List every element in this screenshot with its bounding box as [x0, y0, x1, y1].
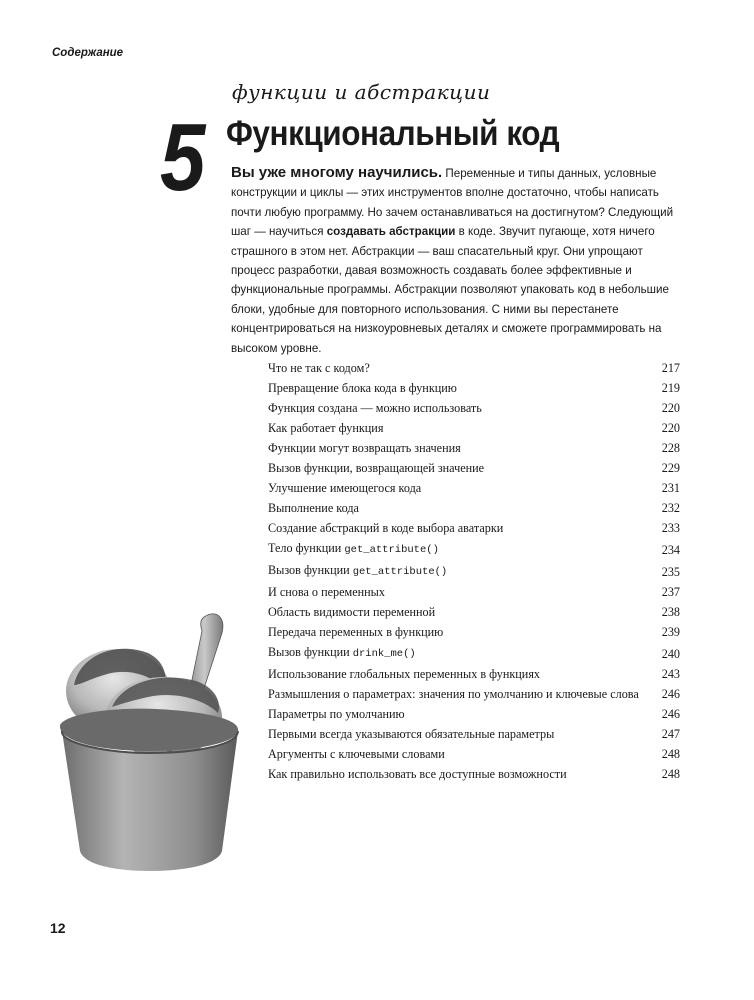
toc-entry	[268, 441, 680, 455]
toc-entry-text: Создание абстракций в коде выбора аватарки	[268, 521, 504, 535]
toc-entry	[268, 361, 680, 375]
toc-entry	[268, 687, 680, 701]
toc-entry-title	[268, 421, 650, 435]
toc-entry-title	[268, 461, 650, 475]
toc-entry-text: Первыми всегда указываются обязательные параметры	[268, 727, 555, 741]
toc-entry-title	[268, 585, 650, 599]
toc-entry-text: Использование глобальных переменных в функциях	[268, 667, 541, 681]
toc-entry-text: Вызов функции	[268, 645, 353, 659]
toc-entry	[268, 585, 680, 599]
toc-entry-page: 231	[661, 481, 680, 495]
toc-entry-page: 232	[661, 501, 680, 515]
chapter-intro	[231, 163, 683, 358]
toc-entry-page: 220	[661, 401, 680, 415]
toc-entry-page: 243	[661, 667, 680, 681]
toc-entry	[268, 605, 680, 619]
toc-entry-title	[268, 481, 650, 495]
toc-entry-page: 247	[661, 727, 680, 741]
toc-entry-page: 233	[661, 521, 680, 535]
toc-entry	[268, 461, 680, 475]
toc-entry-text: Параметры по умолчанию	[268, 707, 405, 721]
toc-entry-text: И снова о переменных	[268, 585, 385, 599]
toc-entry	[268, 381, 680, 395]
toc-entry-parens: ()	[426, 544, 439, 556]
toc-entry-text: Функции могут возвращать значения	[268, 441, 461, 455]
toc-entry	[268, 645, 680, 661]
toc-entry-title	[268, 667, 650, 681]
toc-entry-text: Аргументы с ключевыми словами	[268, 747, 445, 761]
toc-entry-page: 228	[661, 441, 680, 455]
toc-entry	[268, 767, 680, 781]
toc-entry-page: 217	[661, 361, 680, 375]
toc-entry-page: 239	[661, 625, 680, 639]
ice-cream-cup-illustration	[56, 605, 246, 875]
toc-entry-text: Улучшение имеющегося кода	[268, 481, 422, 495]
toc-entry-parens: ()	[403, 648, 416, 660]
intro-text-1: Переменные и типы данных, условные конструкции и циклы — этих инструментов вполне достаточно, чтобы написать почти любую программу. Но зачем останавливаться на достигнутом? Следующий шаг — научиться	[231, 167, 674, 239]
toc-entry-text: Передача переменных в функцию	[268, 625, 444, 639]
intro-bold: создавать абстракции	[326, 225, 456, 239]
toc-entry-text: Функция создана — можно использовать	[268, 401, 482, 415]
toc-entry	[268, 727, 680, 741]
running-header: Содержание	[52, 47, 124, 59]
toc-entry-text: Область видимости переменной	[268, 605, 436, 619]
toc-entry-code: get_attribute	[344, 544, 427, 556]
toc-entry-parens: ()	[434, 566, 448, 578]
toc-entry-text: Что не так с кодом?	[268, 361, 370, 375]
toc-entry-text: Вызов функции, возвращающей значение	[268, 461, 485, 475]
toc-entry-title	[268, 747, 650, 761]
toc-entry	[268, 481, 680, 495]
toc-entry-text: Размышления о параметрах: значения по умолчанию и ключевые слова	[268, 687, 639, 701]
toc-entry-page: 229	[661, 461, 680, 475]
toc-entry	[268, 521, 680, 535]
intro-text-2: в коде. Звучит пугающе, хотя ничего страшного в этом нет. Абстракции — ваш спасательный круг. Они упрощают процесс разработки, давая возможность создавать более эффективные и функциональные программы. Абстракции позволяют упаковать код в небольшие блоки, удобные для повторного использования. С ними вы перестанете концентрироваться на низкоуровневых деталях и сможете программировать на высоком уровне.	[231, 225, 669, 355]
toc-entry-title	[268, 605, 650, 619]
toc-entry-title	[268, 381, 650, 395]
toc-entry	[268, 501, 680, 515]
toc-entry-page: 248	[661, 747, 680, 761]
toc-entry	[268, 747, 680, 761]
toc-entry-text: Вызов функции	[268, 563, 353, 577]
toc-entry-page: 219	[661, 381, 680, 395]
toc-entry-page: 237	[661, 585, 680, 599]
toc-entry-page: 220	[661, 421, 680, 435]
toc-entry-title	[268, 361, 650, 375]
toc-entry-title	[268, 541, 650, 557]
toc-entry-text: Как работает функция	[268, 421, 384, 435]
table-of-contents	[268, 361, 680, 787]
toc-entry-page: 238	[661, 605, 680, 619]
toc-entry	[268, 401, 680, 415]
toc-entry-page: 240	[661, 647, 680, 661]
toc-entry-code: drink_me	[352, 648, 404, 660]
toc-entry-text: Как правильно использовать все доступные возможности	[268, 767, 567, 781]
toc-entry-page: 246	[661, 687, 680, 701]
intro-lead: Вы уже многому научились.	[231, 164, 443, 181]
toc-entry-title	[268, 441, 650, 455]
toc-entry-title	[268, 645, 650, 661]
toc-entry-code: get_attribute	[352, 566, 435, 578]
toc-entry-text: Тело функции	[268, 541, 345, 555]
toc-entry-page: 234	[661, 543, 680, 557]
toc-entry-title	[268, 727, 650, 741]
toc-entry-title	[268, 687, 650, 701]
toc-entry-page: 248	[661, 767, 680, 781]
toc-entry	[268, 667, 680, 681]
toc-entry	[268, 563, 680, 579]
toc-entry	[268, 541, 680, 557]
toc-entry-title	[268, 501, 650, 515]
toc-entry	[268, 707, 680, 721]
page-number: 12	[50, 920, 66, 936]
toc-entry-title	[268, 625, 650, 639]
chapter-number: 5	[160, 104, 203, 211]
chapter-title: Функциональный код	[226, 114, 560, 153]
toc-entry-title	[268, 563, 650, 579]
toc-entry-text: Превращение блока кода в функцию	[268, 381, 457, 395]
toc-entry-title	[268, 707, 650, 721]
toc-entry	[268, 421, 680, 435]
toc-entry-page: 246	[661, 707, 680, 721]
toc-entry	[268, 625, 680, 639]
toc-entry-title	[268, 521, 650, 535]
toc-entry-title	[268, 767, 650, 781]
toc-entry-page: 235	[661, 565, 680, 579]
toc-entry-title	[268, 401, 650, 415]
toc-entry-text: Выполнение кода	[268, 501, 359, 515]
chapter-subtitle: функции и абстракции	[232, 80, 491, 104]
